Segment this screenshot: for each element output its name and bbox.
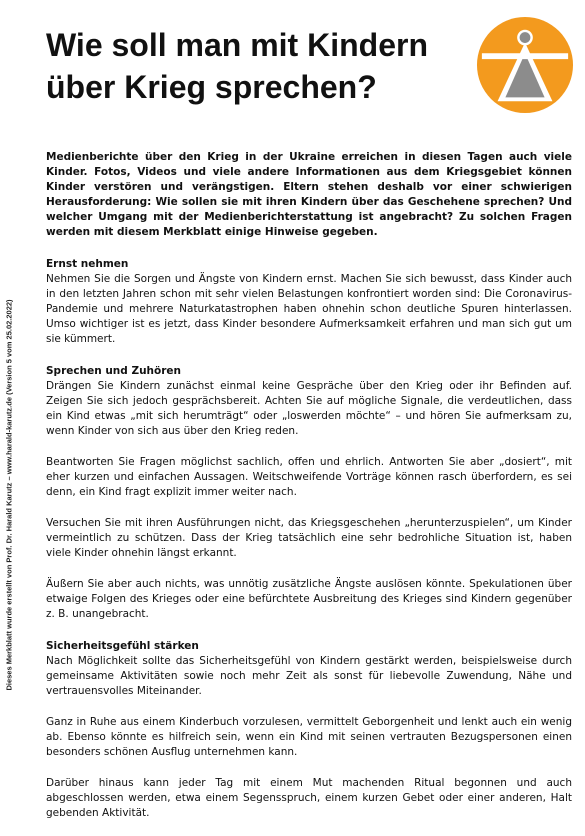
orange-circle-person-triangle-icon (476, 16, 574, 114)
sidebar-note-text: Dieses Merkblatt wurde erstellt von Prof. Dr. Harald Karutz – www.harald-karutz.de (Version 5 vom 25.02.2022) (4, 299, 14, 691)
section-paragraph: Nach Möglichkeit sollte das Sicherheitsgefühl von Kindern gestärkt werden, beispielsweise durch gemeinsame Aktivitäten sowie noch mehr Zeit als sonst für liebevolle Zuwendung, Nähe und vertrauensvolles Miteinander. (46, 655, 572, 697)
section-heading-sprechen-zuhoeren: Sprechen und Zuhören (46, 365, 182, 377)
page-title-line-2: über Krieg sprechen? (46, 69, 377, 105)
section-heading-ernst-nehmen: Ernst nehmen (46, 258, 129, 270)
section-paragraph: Darüber hinaus kann jeder Tag mit einem Mut machenden Ritual begonnen und auch abgeschlossen werden, etwa einem Segensspruch, einem kurzen Gebet oder einer anderen, Halt gebenden Aktivität. (46, 777, 572, 819)
section-heading-sicherheitsgefuehl: Sicherheitsgefühl stärken (46, 640, 199, 652)
page-title (46, 24, 486, 108)
intro-paragraph: Medienberichte über den Krieg in der Ukraine erreichen in diesen Tagen auch viele Kinder. Fotos, Videos und viele andere Informationen aus dem Kriegsgebiet können Kinder verstören und verängstigen. Eltern stehen deshalb vor einer schwierigen Herausforderung: Wie sollen sie mit ihren Kindern über das Geschehene sprechen? Und welcher Umgang mit der Medienberichterstattung ist angebracht? Zu solchen Fragen werden mit diesem Merkblatt einige Hinweise gegeben. (46, 151, 572, 238)
section-paragraph: Beantworten Sie Fragen möglichst sachlich, offen und ehrlich. Antworten Sie aber „dosiert“, mit eher kurzen und einfachen Aussagen. Weitschweifende Vorträge können rasch überfordern, es sei denn, ein Kind fragt explizit immer weiter nach. (46, 456, 572, 498)
section-paragraph: Versuchen Sie mit ihren Ausführungen nicht, das Kriegsgeschehen „herunterzuspielen“, um Kinder vermeintlich zu schützen. Dass der Krieg tatsächlich eine sehr bedrohliche Situation ist, haben viele Kinder ohnehin längst erkannt. (46, 517, 572, 559)
section-paragraph: Drängen Sie Kindern zunächst einmal keine Gespräche über den Krieg oder ihr Befinden auf. Zeigen Sie sich jedoch gesprächsbereit. Achten Sie auf mögliche Signale, die verdeutlichen, dass ein Kind etwas „mit sich herumträgt“ oder „loswerden möchte“ – und hören Sie aufmerksam zu, wenn Kinder von sich aus über den Krieg reden. (46, 380, 572, 437)
document-body (46, 150, 572, 821)
page-title-line-1: Wie soll man mit Kindern (46, 27, 428, 63)
sidebar-author-note (0, 160, 18, 830)
section-paragraph: Ganz in Ruhe aus einem Kinderbuch vorzulesen, vermittelt Geborgenheit und lenkt auch ein wenig ab. Ebenso könnte es hilfreich sein, wenn ein Kind mit seinen vertrauten Bezugspersonen einen besonders schönen Ausflug unternehmen kann. (46, 716, 572, 758)
section-paragraph: Äußern Sie aber auch nichts, was unnötig zusätzliche Ängste auslösen könnte. Spekulationen über etwaige Folgen des Krieges oder eine befürchtete Ausbreitung des Krieges sind Kindern gegenüber z. B. unangebracht. (46, 578, 572, 620)
section-paragraph: Nehmen Sie die Sorgen und Ängste von Kindern ernst. Machen Sie sich bewusst, dass Kinder auch in den letzten Jahren schon mit sehr vielen Belastungen konfrontiert worden sind: Die Coronavirus-Pandemie und mehrere Naturkatastrophen haben ohnehin schon deutliche Spuren hinterlassen. Umso wichtiger ist es jetzt, dass Kinder besondere Aufmerksamkeit erfahren und man sich gut um sie kümmert. (46, 273, 572, 345)
